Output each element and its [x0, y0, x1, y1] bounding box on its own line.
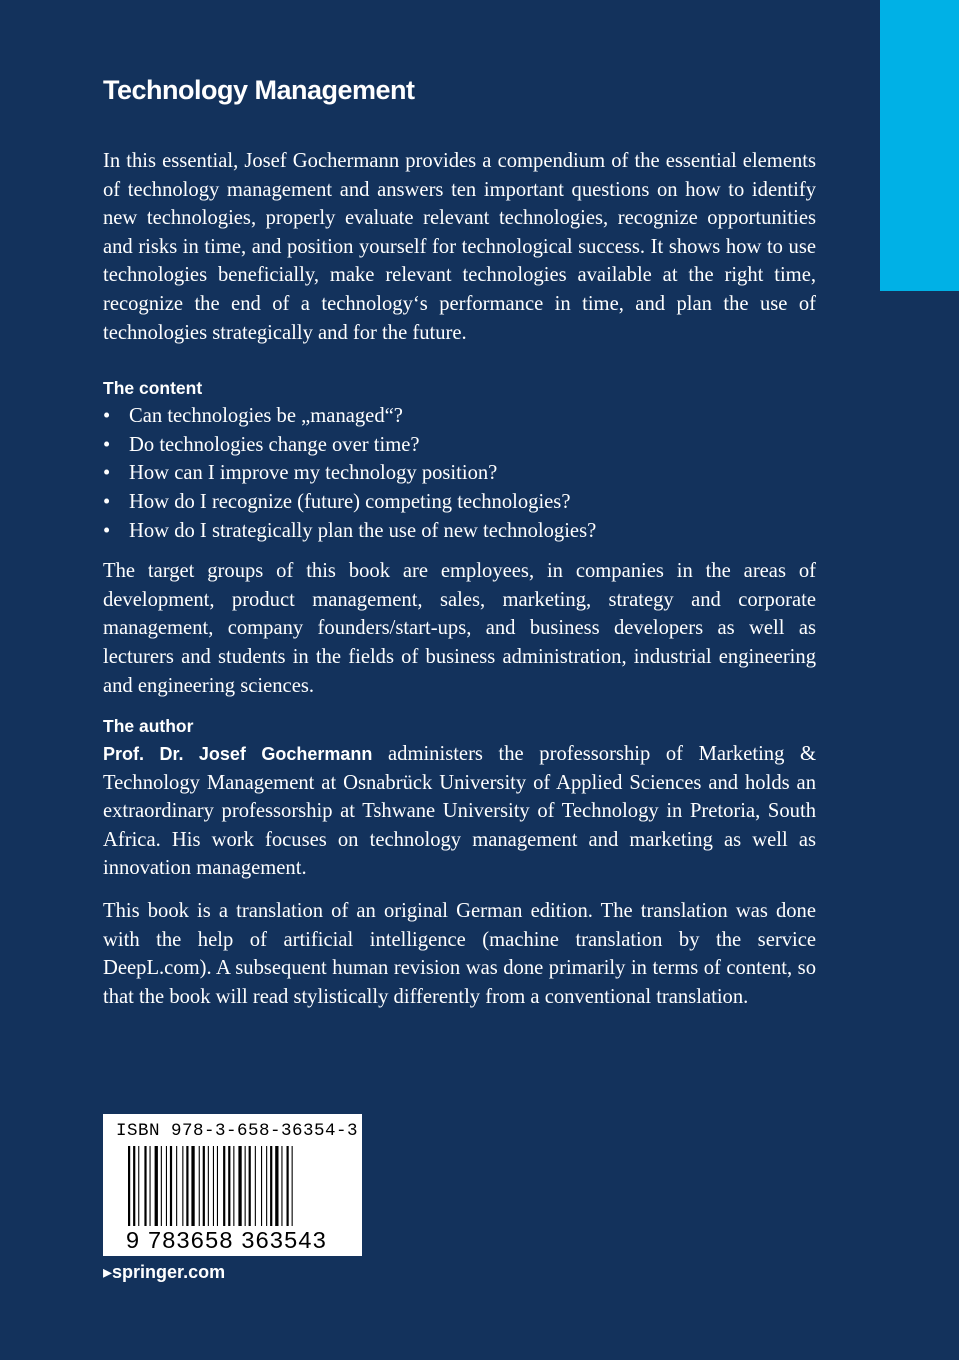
barcode-bar: [217, 1146, 218, 1226]
author-paragraph: [103, 740, 816, 883]
barcode-bar: [199, 1146, 200, 1226]
barcode-bar: [203, 1146, 205, 1226]
content-heading: The content: [103, 378, 203, 399]
author-heading: The author: [103, 716, 194, 737]
barcode-bar: [150, 1146, 151, 1226]
barcode-bar: [275, 1146, 278, 1226]
accent-strip: [880, 0, 959, 291]
list-item: • Can technologies be „managed“?: [103, 402, 816, 431]
book-title: Technology Management: [103, 75, 415, 105]
barcode-bar: [170, 1146, 172, 1226]
barcode-bar: [223, 1146, 225, 1226]
barcode-bar: [266, 1146, 267, 1226]
barcode-bar: [228, 1146, 230, 1226]
barcode-bar: [128, 1146, 130, 1226]
isbn-barcode: [103, 1114, 362, 1256]
author-name: Prof. Dr. Josef Gochermann: [103, 744, 373, 765]
barcode-bars: [128, 1146, 340, 1226]
list-item: • Do technologies change over time?: [103, 431, 816, 460]
author-bio: administers the professorship of Marketing & Technology Management at Osnabrück University of Applied Sciences and holds an extraordinary professorship at Tshwane University of Technology in Pretoria, South Africa. His work focuses on technology management and marketing as well as innovation management.: [103, 743, 816, 880]
barcode-bar: [287, 1146, 289, 1226]
arrow-icon: ▸: [103, 1262, 113, 1282]
barcode-bar: [233, 1146, 234, 1226]
barcode-bar: [182, 1146, 183, 1226]
barcode-bar: [270, 1146, 272, 1226]
barcode-bar: [261, 1146, 262, 1226]
barcode-bar: [292, 1146, 293, 1226]
barcode-bar: [155, 1146, 158, 1226]
list-item: • How do I recognize (future) competing technologies?: [103, 488, 816, 517]
list-item: • How do I strategically plan the use of new technologies?: [103, 517, 816, 546]
back-cover-text: [103, 70, 816, 1011]
intro-paragraph: In this essential, Josef Gochermann provides a compendium of the essential elements of technology management and answers ten important questions on how to identify new technologies, properly evaluate relevant technologies, recognize opportunities and risks in time, and position yourself for technological success. It shows how to use technologies beneficially, make relevant technologies available at the right time, recognize the end of a technology‘s performance in time, and plan the use of technologies strategically and for the future.: [103, 150, 816, 344]
barcode-bar: [166, 1146, 167, 1226]
barcode-bar: [213, 1146, 214, 1226]
barcode-bar: [208, 1146, 209, 1226]
barcode-bar: [281, 1146, 282, 1226]
barcode-bar: [144, 1146, 146, 1226]
barcode-digits: 9 783658 363543: [126, 1227, 327, 1253]
target-groups-paragraph: The target groups of this book are employees, in companies in the areas of development, product management, sales, marketing, strategy and corporate management, company founders/start-ups, and business developers as well as lecturers and students in the fields of business administration, industrial engineering and engineering sciences.: [103, 560, 816, 697]
content-list: [103, 402, 816, 545]
barcode-bar: [255, 1146, 256, 1226]
barcode-bar: [245, 1146, 246, 1226]
barcode-bar: [249, 1146, 251, 1226]
barcode-bar: [176, 1146, 177, 1226]
barcode-bar: [161, 1146, 162, 1226]
translation-note: This book is a translation of an original German edition. The translation was done with the help of artificial intelligence (machine translation by the service DeepL.com). A subsequent human revision was done primarily in terms of content, so that the book will read stylistically differently from a conventional translation.: [103, 900, 816, 1008]
barcode-bar: [191, 1146, 194, 1226]
publisher-link[interactable]: [103, 1262, 225, 1283]
barcode-bar: [133, 1146, 135, 1226]
list-item: • How can I improve my technology position?: [103, 459, 816, 488]
publisher-link-text: springer.com: [112, 1262, 226, 1282]
isbn-label: ISBN 978-3-658-36354-3: [116, 1121, 359, 1141]
barcode-bar: [238, 1146, 241, 1226]
barcode-bar: [138, 1146, 139, 1226]
barcode-bar: [186, 1146, 188, 1226]
